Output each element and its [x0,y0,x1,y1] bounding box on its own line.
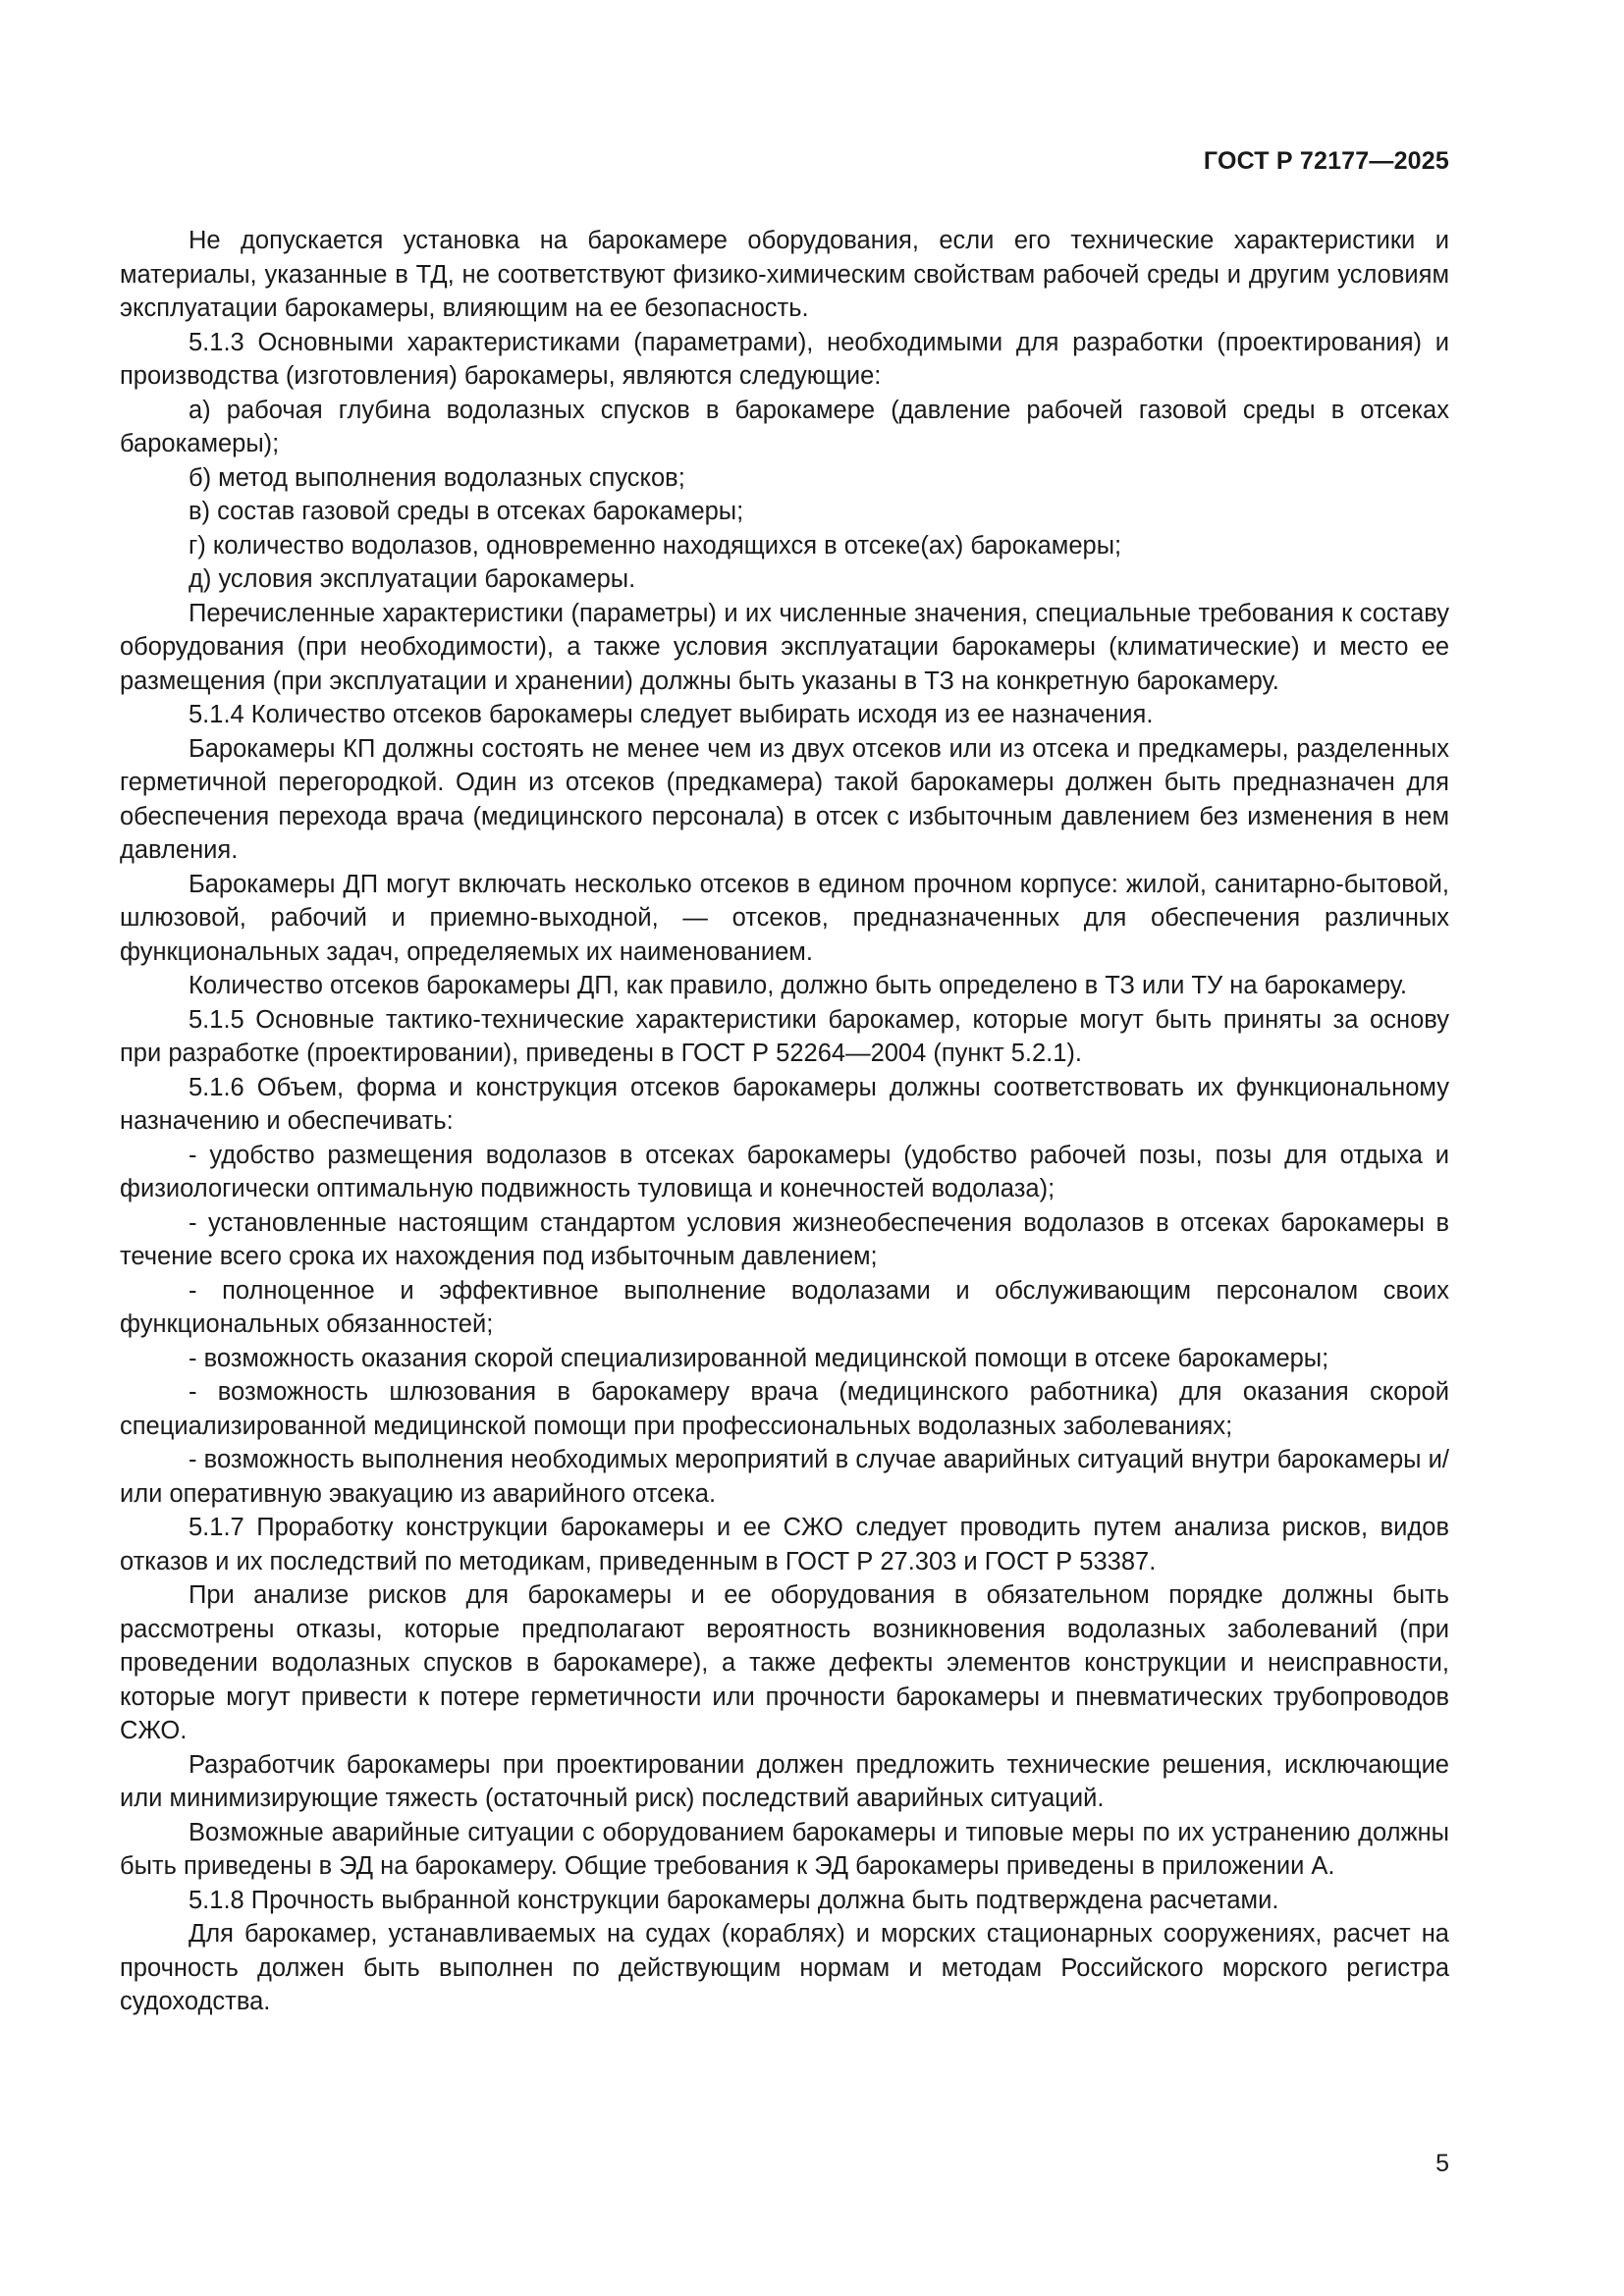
paragraph: При анализе рисков для барокамеры и ее оборудования в обязательном порядке должны быть рассмотрены отказы, которые предполагают вероятность возникновения водолазных заболеваний (при проведении водолазных спусков в барокамере), а также дефекты элементов конструкции и неисправности, которые могут привести к потере герметичности или прочности барокамеры и пневматических трубопроводов СЖО. [120,1581,1449,1744]
paragraph: Для барокамер, устанавливаемых на судах (кораблях) и морских стационарных сооружениях, расчет на прочность должен быть выполнен по действующим нормам и методам Российского морского регистра судоходства. [120,1920,1449,2015]
list-item: - возможность выполнения необходимых мероприятий в случае аварийных ситуаций внутри барокамеры и/или оперативную эвакуацию из аварийного отсека. [120,1446,1449,1508]
clause-5-1-7: 5.1.7 Проработку конструкции барокамеры и ее СЖО следует проводить путем анализа рисков, видов отказов и их последствий по методикам, приведенным в ГОСТ Р 27.303 и ГОСТ Р 53387. [120,1514,1449,1575]
list-item: - удобство размещения водолазов в отсеках барокамеры (удобство рабочей позы, позы для отдыха и физиологически оптимальную подвижность туловища и конечностей водолаза); [120,1141,1449,1202]
list-item: - возможность шлюзования в барокамеру врача (медицинского работника) для оказания скорой специализированной медицинской помощи при профессиональных водолазных заболеваниях; [120,1378,1449,1440]
paragraph: Перечисленные характеристики (параметры) и их численные значения, специальные требования к составу оборудования (при необходимости), а также условия эксплуатации барокамеры (климатические) и место ее размещения (при эксплуатации и хранении) должны быть указаны в ТЗ на конкретную барокамеру. [120,599,1449,695]
list-item: - полноценное и эффективное выполнение водолазами и обслуживающим персоналом своих функциональных обязанностей; [120,1276,1449,1338]
list-item: а) рабочая глубина водолазных спусков в барокамере (давление рабочей газовой среды в отсеках барокамеры); [120,396,1449,457]
standard-header: ГОСТ Р 72177—2025 [1203,147,1449,175]
page-number: 5 [1435,2150,1449,2177]
list-item: - установленные настоящим стандартом условия жизнеобеспечения водолазов в отсеках барокамеры в течение всего срока их нахождения под избыточным давлением; [120,1208,1449,1270]
paragraph: Не допускается установка на барокамере оборудования, если его технические характеристики и материалы, указанные в ТД, не соответствуют физико-химическим свойствам рабочей среды и другим условиям эксплуатации барокамеры, влияющим на ее безопасность. [120,227,1449,322]
clause-5-1-3: 5.1.3 Основными характеристиками (параметрами), необходимыми для разработки (проектирования) и производства (изготовления) барокамеры, являются следующие: [120,328,1449,390]
clause-5-1-8: 5.1.8 Прочность выбранной конструкции барокамеры должна быть подтверждена расчетами. [189,1886,1279,1914]
paragraph: Разработчик барокамеры при проектировании должен предложить технические решения, исключающие или минимизирующие тяжесть (остаточный риск) последствий аварийных ситуаций. [120,1750,1449,1812]
clause-5-1-6: 5.1.6 Объем, форма и конструкция отсеков барокамеры должны соответствовать их функциональному назначению и обеспечивать: [120,1073,1449,1135]
paragraph: Барокамеры ДП могут включать несколько отсеков в едином прочном корпусе: жилой, санитарно-бытовой, шлюзовой, рабочий и приемно-выходной, — отсеков, предназначенных для обеспечения различных функциональных задач, определяемых их наименованием. [120,870,1449,966]
list-item: г) количество водолазов, одновременно находящихся в отсеке(ах) барокамеры; [189,531,1122,560]
list-item: б) метод выполнения водолазных спусков; [189,463,685,492]
paragraph: Возможные аварийные ситуации с оборудованием барокамеры и типовые меры по их устранению должны быть приведены в ЭД на барокамеру. Общие требования к ЭД барокамеры приведены в приложении А. [120,1818,1449,1880]
clause-5-1-4: 5.1.4 Количество отсеков барокамеры следует выбирать исходя из ее назначения. [189,701,1154,728]
list-item: в) состав газовой среды в отсеках барокамеры; [189,498,744,525]
list-item: - возможность оказания скорой специализированной медицинской помощи в отсеке барокамеры; [189,1344,1329,1372]
paragraph: Количество отсеков барокамеры ДП, как правило, должно быть определено в ТЗ или ТУ на барокамеру. [189,972,1407,999]
clause-5-1-5: 5.1.5 Основные тактико-технические характеристики барокамер, которые могут быть приняты за основу при разработке (проектировании), приведены в ГОСТ Р 52264—2004 (пункт 5.2.1). [120,1005,1449,1067]
paragraph: Барокамеры КП должны состоять не менее чем из двух отсеков или из отсека и предкамеры, разделенных герметичной перегородкой. Один из отсеков (предкамера) такой барокамеры должен быть предназначен для обеспечения перехода врача (медицинского персонала) в отсек с избыточным давлением без изменения в нем давления. [120,734,1449,864]
body-text [120,224,1449,2019]
list-item: д) условия эксплуатации барокамеры. [189,565,636,593]
